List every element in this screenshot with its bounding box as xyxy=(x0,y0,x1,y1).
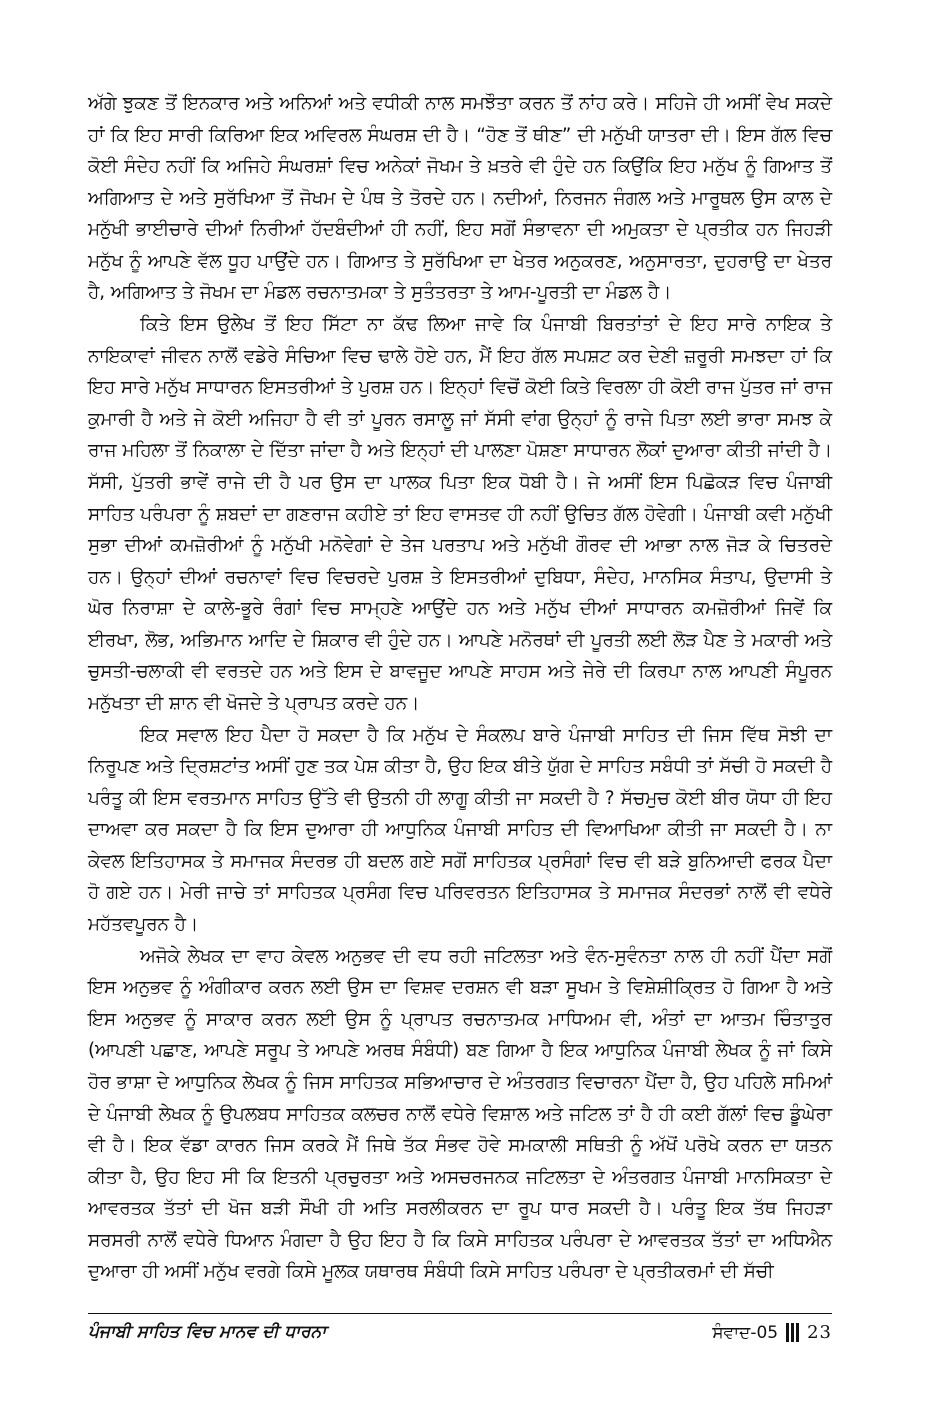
paragraph-2: ਕਿਤੇ ਇਸ ਉਲੇਖ ਤੋਂ ਇਹ ਸਿੱਟਾ ਨਾ ਕੱਢ ਲਿਆ ਜਾਵੇ ਕਿ ਪੰਜਾਬੀ ਬਿਰਤਾਂਤਾਂ ਦੇ ਇਹ ਸਾਰੇ ਨਾਇਕ ਤੇ ਨਾਇਕਾਵਾਂ ਜੀਵਨ ਨਾਲੋਂ ਵਡੇਰੇ ਸੰਚਿਆ ਵਿਚ ਢਾਲੇ ਹੋਏ ਹਨ, ਮੈਂ ਇਹ ਗੱਲ ਸਪਸ਼ਟ ਕਰ ਦੇਣੀ ਜ਼ਰੂਰੀ ਸਮਝਦਾ ਹਾਂ ਕਿ ਇਹ ਸਾਰੇ ਮਨੁੱਖ ਸਾਧਾਰਨ ਇਸਤਰੀਆਂ ਤੇ ਪੁਰਸ਼ ਹਨ। ਇਨ੍ਹਾਂ ਵਿਚੋਂ ਕੋਈ ਕਿਤੇ ਵਿਰਲਾ ਹੀ ਕੋਈ ਰਾਜ ਪੁੱਤਰ ਜਾਂ ਰਾਜ ਕੁਮਾਰੀ ਹੈ ਅਤੇ ਜੇ ਕੋਈ ਅਜਿਹਾ ਹੈ ਵੀ ਤਾਂ ਪੂਰਨ ਰਸਾਲੂ ਜਾਂ ਸੱਸੀ ਵਾਂਗ ਉਨ੍ਹਾਂ ਨੂੰ ਰਾਜੇ ਪਿਤਾ ਲਈ ਭਾਰਾ ਸਮਝ ਕੇ ਰਾਜ ਮਹਿਲਾ ਤੋਂ ਨਿਕਾਲਾ ਦੇ ਦਿੱਤਾ ਜਾਂਦਾ ਹੈ ਅਤੇ ਇਨ੍ਹਾਂ ਦੀ ਪਾਲਣਾ ਪੋਸ਼ਣਾ ਸਾਧਾਰਨ ਲੋਕਾਂ ਦੁਆਰਾ ਕੀਤੀ ਜਾਂਦੀ ਹੈ। ਸੱਸੀ, ਪੁੱਤਰੀ ਭਾਵੇਂ ਰਾਜੇ ਦੀ ਹੈ ਪਰ ਉਸ ਦਾ ਪਾਲਕ ਪਿਤਾ ਇਕ ਧੋਬੀ ਹੈ। ਜੇ ਅਸੀਂ ਇਸ ਪਿਛੋਕੜ ਵਿਚ ਪੰਜਾਬੀ ਸਾਹਿਤ ਪਰੰਪਰਾ ਨੂੰ ਸ਼ਬਦਾਂ ਦਾ ਗਣਰਾਜ ਕਹੀਏ ਤਾਂ ਇਹ ਵਾਸਤਵ ਹੀ ਨਹੀਂ ਉਚਿਤ ਗੱਲ ਹੋਵੇਗੀ। ਪੰਜਾਬੀ ਕਵੀ ਮਨੁੱਖੀ ਸੁਭਾ ਦੀਆਂ ਕਮਜ਼ੋਰੀਆਂ ਨੂੰ ਮਨੁੱਖੀ ਮਨੋਵੇਗਾਂ ਦੇ ਤੇਜ ਪਰਤਾਪ ਅਤੇ ਮਨੁੱਖੀ ਗੌਰਵ ਦੀ ਆਭਾ ਨਾਲ ਜੋੜ ਕੇ ਚਿਤਰਦੇ ਹਨ। ਉਨ੍ਹਾਂ ਦੀਆਂ ਰਚਨਾਵਾਂ ਵਿਚ ਵਿਚਰਦੇ ਪੁਰਸ਼ ਤੇ ਇਸਤਰੀਆਂ ਦੁਬਿਧਾ, ਸੰਦੇਹ, ਮਾਨਸਿਕ ਸੰਤਾਪ, ਉਦਾਸੀ ਤੇ ਘੋਰ ਨਿਰਾਸ਼ਾ ਦੇ ਕਾਲੇ-ਭੂਰੇ ਰੰਗਾਂ ਵਿਚ ਸਾਮ੍ਹਣੇ ਆਉਂਦੇ ਹਨ ਅਤੇ ਮਨੁੱਖ ਦੀਆਂ ਸਾਧਾਰਨ ਕਮਜ਼ੋਰੀਆਂ ਜਿਵੇਂ ਕਿ ਈਰਖਾ, ਲੋਭ, ਅਭਿਮਾਨ ਆਦਿ ਦੇ ਸ਼ਿਕਾਰ ਵੀ ਹੁੰਦੇ ਹਨ। ਆਪਣੇ ਮਨੋਰਥਾਂ ਦੀ ਪੂਰਤੀ ਲਈ ਲੋੜ ਪੈਣ ਤੇ ਮਕਾਰੀ ਅਤੇ ਚੁਸਤੀ-ਚਲਾਕੀ ਵੀ ਵਰਤਦੇ ਹਨ ਅਤੇ ਇਸ ਦੇ ਬਾਵਜੂਦ ਆਪਣੇ ਸਾਹਸ ਅਤੇ ਜੇਰੇ ਦੀ ਕਿਰਪਾ ਨਾਲ ਆਪਣੀ ਸੰਪੂਰਨ ਮਨੁੱਖਤਾ ਦੀ ਸ਼ਾਨ ਵੀ ਖੋਜਦੇ ਤੇ ਪ੍ਰਾਪਤ ਕਰਦੇ ਹਨ। xyxy=(88,314,832,714)
body-text xyxy=(88,88,832,1288)
paragraph-3: ਇਕ ਸਵਾਲ ਇਹ ਪੈਦਾ ਹੋ ਸਕਦਾ ਹੈ ਕਿ ਮਨੁੱਖ ਦੇ ਸੰਕਲਪ ਬਾਰੇ ਪੰਜਾਬੀ ਸਾਹਿਤ ਦੀ ਜਿਸ ਵਿੱਥ ਸੋਝੀ ਦਾ ਨਿਰੂਪਣ ਅਤੇ ਦ੍ਰਿਸ਼ਟਾਂਤ ਅਸੀਂ ਹੁਣ ਤਕ ਪੇਸ਼ ਕੀਤਾ ਹੈ, ਉਹ ਇਕ ਬੀਤੇ ਯੁੱਗ ਦੇ ਸਾਹਿਤ ਸਬੰਧੀ ਤਾਂ ਸੱਚੀ ਹੋ ਸਕਦੀ ਹੈ ਪਰੰਤੂ ਕੀ ਇਸ ਵਰਤਮਾਨ ਸਾਹਿਤ ਉੱਤੇ ਵੀ ਉਤਨੀ ਹੀ ਲਾਗੂ ਕੀਤੀ ਜਾ ਸਕਦੀ ਹੈ ? ਸੱਚਮੁਚ ਕੋਈ ਬੀਰ ਯੋਧਾ ਹੀ ਇਹ ਦਾਅਵਾ ਕਰ ਸਕਦਾ ਹੈ ਕਿ ਇਸ ਦੁਆਰਾ ਹੀ ਆਧੁਨਿਕ ਪੰਜਾਬੀ ਸਾਹਿਤ ਦੀ ਵਿਆਖਿਆ ਕੀਤੀ ਜਾ ਸਕਦੀ ਹੈ। ਨਾ ਕੇਵਲ ਇਤਿਹਾਸਕ ਤੇ ਸਮਾਜਕ ਸੰਦਰਭ ਹੀ ਬਦਲ ਗਏ ਸਗੋਂ ਸਾਹਿਤਕ ਪ੍ਰਸੰਗਾਂ ਵਿਚ ਵੀ ਬੜੇ ਬੁਨਿਆਦੀ ਫਰਕ ਪੈਦਾ ਹੋ ਗਏ ਹਨ। ਮੇਰੀ ਜਾਚੇ ਤਾਂ ਸਾਹਿਤਕ ਪ੍ਰਸੰਗ ਵਿਚ ਪਰਿਵਰਤਨ ਇਤਿਹਾਸਕ ਤੇ ਸਮਾਜਕ ਸੰਦਰਭਾਂ ਨਾਲੋਂ ਵੀ ਵਧੇਰੇ ਮਹੱਤਵਪੂਰਨ ਹੈ। xyxy=(88,724,832,936)
bars-icon xyxy=(786,1323,799,1343)
footer-right xyxy=(712,1322,832,1343)
footer-divider xyxy=(88,1313,832,1314)
journal-name: ਸੰਵਾਦ-05 xyxy=(712,1322,779,1343)
running-title: ਪੰਜਾਬੀ ਸਾਹਿਤ ਵਿਚ ਮਾਨਵ ਦੀ ਧਾਰਨਾ xyxy=(88,1322,327,1342)
paragraph-4: ਅਜੋਕੇ ਲੇਖਕ ਦਾ ਵਾਹ ਕੇਵਲ ਅਨੁਭਵ ਦੀ ਵਧ ਰਹੀ ਜਟਿਲਤਾ ਅਤੇ ਵੰਨ-ਸੁਵੰਨਤਾ ਨਾਲ ਹੀ ਨਹੀਂ ਪੈਂਦਾ ਸਗੋਂ ਇਸ ਅਨੁਭਵ ਨੂੰ ਅੰਗੀਕਾਰ ਕਰਨ ਲਈ ਉਸ ਦਾ ਵਿਸ਼ਵ ਦਰਸ਼ਨ ਵੀ ਬੜਾ ਸੂਖਮ ਤੇ ਵਿਸ਼ੇਸ਼ੀਕ੍ਰਿਤ ਹੋ ਗਿਆ ਹੈ ਅਤੇ ਇਸ ਅਨੁਭਵ ਨੂੰ ਸਾਕਾਰ ਕਰਨ ਲਈ ਉਸ ਨੂੰ ਪ੍ਰਾਪਤ ਰਚਨਾਤਮਕ ਮਾਧਿਅਮ ਵੀ, ਅੰਤਾਂ ਦਾ ਆਤਮ ਚਿੰਤਾਤੁਰ (ਆਪਣੀ ਪਛਾਣ, ਆਪਣੇ ਸਰੂਪ ਤੇ ਆਪਣੇ ਅਰਥ ਸੰਬੰਧੀ) ਬਣ ਗਿਆ ਹੈ ਇਕ ਆਧੁਨਿਕ ਪੰਜਾਬੀ ਲੇਖਕ ਨੂੰ ਜਾਂ ਕਿਸੇ ਹੋਰ ਭਾਸ਼ਾ ਦੇ ਆਧੁਨਿਕ ਲੇਖਕ ਨੂੰ ਜਿਸ ਸਾਹਿਤਕ ਸਭਿਆਚਾਰ ਦੇ ਅੰਤਰਗਤ ਵਿਚਾਰਨਾ ਪੈਂਦਾ ਹੈ, ਉਹ ਪਹਿਲੇ ਸਮਿਆਂ ਦੇ ਪੰਜਾਬੀ ਲੇਖਕ ਨੂੰ ਉਪਲਬਧ ਸਾਹਿਤਕ ਕਲਚਰ ਨਾਲੋਂ ਵਧੇਰੇ ਵਿਸ਼ਾਲ ਅਤੇ ਜਟਿਲ ਤਾਂ ਹੈ ਹੀ ਕਈ ਗੱਲਾਂ ਵਿਚ ਡੂੰਘੇਰਾ ਵੀ ਹੈ। ਇਕ ਵੱਡਾ ਕਾਰਨ ਜਿਸ ਕਰਕੇ ਮੈਂ ਜਿਥੇ ਤੱਕ ਸੰਭਵ ਹੋਵੇ ਸਮਕਾਲੀ ਸਥਿਤੀ ਨੂੰ ਅੱਖੋਂ ਪਰੋਖੇ ਕਰਨ ਦਾ ਯਤਨ ਕੀਤਾ ਹੈ, ਉਹ ਇਹ ਸੀ ਕਿ ਇਤਨੀ ਪ੍ਰਚੁਰਤਾ ਅਤੇ ਅਸਚਰਜਨਕ ਜਟਿਲਤਾ ਦੇ ਅੰਤਰਗਤ ਪੰਜਾਬੀ ਮਾਨਸਿਕਤਾ ਦੇ ਆਵਰਤਕ ਤੱਤਾਂ ਦੀ ਖੋਜ ਬੜੀ ਸੌਖੀ ਹੀ ਅਤਿ ਸਰਲੀਕਰਨ ਦਾ ਰੂਪ ਧਾਰ ਸਕਦੀ ਹੈ। ਪਰੰਤੂ ਇਕ ਤੱਥ ਜਿਹੜਾ ਸਰਸਰੀ ਨਾਲੋਂ ਵਧੇਰੇ ਧਿਆਨ ਮੰਗਦਾ ਹੈ ਉਹ ਇਹ ਹੈ ਕਿ ਕਿਸੇ ਸਾਹਿਤਕ ਪਰੰਪਰਾ ਦੇ ਆਵਰਤਕ ਤੱਤਾਂ ਦਾ ਅਧਿਐਨ ਦੁਆਰਾ ਹੀ ਅਸੀਂ ਮਨੁੱਖ ਵਰਗੇ ਕਿਸੇ ਮੂਲਕ ਯਥਾਰਥ ਸੰਬੰਧੀ ਕਿਸੇ ਸਾਹਿਤ ਪਰੰਪਰਾ ਦੇ ਪ੍ਰਤੀਕਰਮਾਂ ਦੀ ਸੱਚੀ xyxy=(88,945,832,1283)
paragraph-1: ਅੱਗੇ ਝੁਕਣ ਤੋਂ ਇਨਕਾਰ ਅਤੇ ਅਨਿਆਂ ਅਤੇ ਵਧੀਕੀ ਨਾਲ ਸਮਝੌਤਾ ਕਰਨ ਤੋਂ ਨਾਂਹ ਕਰੇ। ਸਹਿਜੇ ਹੀ ਅਸੀਂ ਵੇਖ ਸਕਦੇ ਹਾਂ ਕਿ ਇਹ ਸਾਰੀ ਕਿਰਿਆ ਇਕ ਅਵਿਰਲ ਸੰਘਰਸ਼ ਦੀ ਹੈ। “ਹੋਣ ਤੋਂ ਥੀਣ” ਦੀ ਮਨੁੱਖੀ ਯਾਤਰਾ ਦੀ। ਇਸ ਗੱਲ ਵਿਚ ਕੋਈ ਸੰਦੇਹ ਨਹੀਂ ਕਿ ਅਜਿਹੇ ਸੰਘਰਸ਼ਾਂ ਵਿਚ ਅਨੇਕਾਂ ਜੋਖਮ ਤੇ ਖ਼ਤਰੇ ਵੀ ਹੁੰਦੇ ਹਨ ਕਿਉਂਕਿ ਇਹ ਮਨੁੱਖ ਨੂੰ ਗਿਆਤ ਤੋਂ ਅਗਿਆਤ ਦੇ ਅਤੇ ਸੁਰੱਖਿਆ ਤੋਂ ਜੋਖਮ ਦੇ ਪੰਥ ਤੇ ਤੋਰਦੇ ਹਨ। ਨਦੀਆਂ, ਨਿਰਜਨ ਜੰਗਲ ਅਤੇ ਮਾਰੂਥਲ ਉਸ ਕਾਲ ਦੇ ਮਨੁੱਖੀ ਭਾਈਚਾਰੇ ਦੀਆਂ ਨਿਰੀਆਂ ਹੱਦਬੰਦੀਆਂ ਹੀ ਨਹੀਂ, ਇਹ ਸਗੋਂ ਸੰਭਾਵਨਾ ਦੀ ਅਮੁਕਤਾ ਦੇ ਪ੍ਰਤੀਕ ਹਨ ਜਿਹੜੀ ਮਨੁੱਖ ਨੂੰ ਆਪਣੇ ਵੱਲ ਧੂਹ ਪਾਉਂਦੇ ਹਨ। ਗਿਆਤ ਤੇ ਸੁਰੱਖਿਆ ਦਾ ਖੇਤਰ ਅਨੁਕਰਣ, ਅਨੁਸਾਰਤਾ, ਦੁਹਰਾਉ ਦਾ ਖੇਤਰ ਹੈ, ਅਗਿਆਤ ਤੇ ਜੋਖਮ ਦਾ ਮੰਡਲ ਰਚਨਾਤਮਕਾ ਤੇ ਸੁਤੰਤਰਤਾ ਤੇ ਆਮ-ਪੂਰਤੀ ਦਾ ਮੰਡਲ ਹੈ। xyxy=(88,93,832,304)
page-number: 23 xyxy=(807,1322,832,1343)
